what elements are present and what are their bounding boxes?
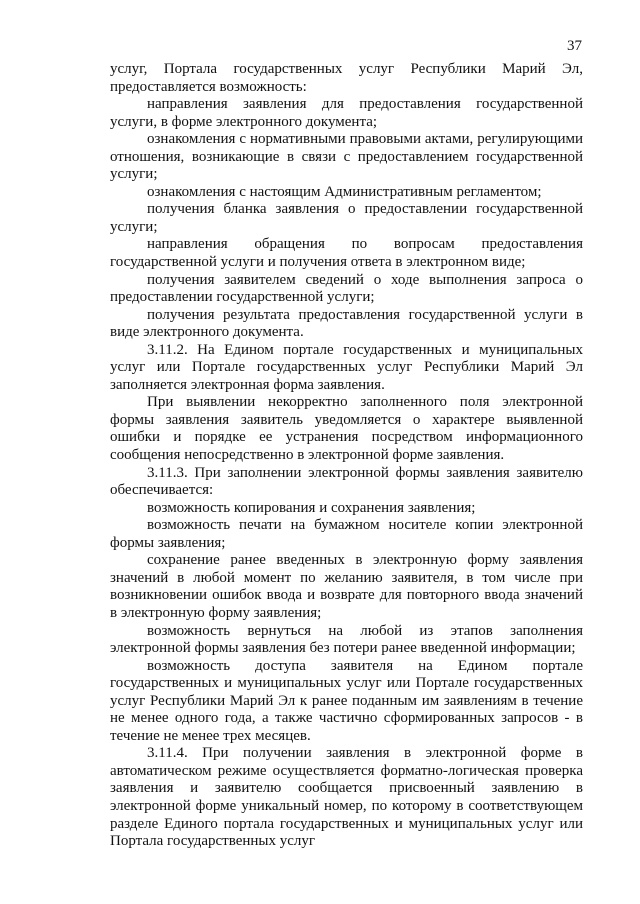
paragraph: направления обращения по вопросам предоставления государственной услуги и получения ответа в электронном виде; [110,236,583,271]
paragraph: возможность вернуться на любой из этапов заполнения электронной формы заявления без потери ранее введенной информации; [110,622,583,657]
paragraph: получения бланка заявления о предоставлении государственной услуги; [110,201,583,235]
paragraph: получения заявителем сведений о ходе выполнения запроса о предоставлении государственной услуги; [110,271,583,306]
paragraph: услуг, Портала государственных услуг Республики Марий Эл, предоставляется возможность: [110,61,583,95]
section-3-11-2: 3.11.2. На Едином портале государственных и муниципальных услуг или Портале государственных услуг Республики Марий Эл заполняется электронная форма заявления. [110,341,583,393]
section-3-11-3: 3.11.3. При заполнении электронной формы заявления заявителю обеспечивается: [110,464,583,499]
paragraph: получения результата предоставления государственной услуги в виде электронного документа. [110,306,583,341]
paragraph: ознакомления с нормативными правовыми актами, регулирующими отношения, возникающие в связи с предоставлением государственной услуги; [110,131,583,183]
paragraph: возможность печати на бумажном носителе копии электронной формы заявления; [110,517,583,551]
paragraph: направления заявления для предоставления государственной услуги, в форме электронного документа; [110,96,583,130]
paragraph: возможность доступа заявителя на Едином портале государственных и муниципальных услуг или Портале государственных услуг Республики Марий Эл к ранее поданным им заявлениям в течение не менее одного года, а также частично сформированных запросов - в течение не менее трех месяцев. [110,657,583,744]
document-body [110,61,583,851]
page-number: 37 [567,38,582,54]
section-3-11-4: 3.11.4. При получении заявления в электронной форме в автоматическом режиме осуществляется форматно-логическая проверка заявления и заявителю сообщается присвоенный заявлению в электронной форме уникальный номер, по которому в соответствующем разделе Единого портала государственных и муниципальных услуг или Портала государственных услуг [110,745,583,850]
paragraph: При выявлении некорректно заполненного поля электронной формы заявления заявитель уведомляется о характере выявленной ошибки и порядке ее устранения посредством информационного сообщения непосредственно в электронной форме заявления. [110,394,583,464]
paragraph: сохранение ранее введенных в электронную форму заявления значений в любой момент по желанию заявителя, в том числе при возникновении ошибок ввода и возврате для повторного ввода значений в электронную форму заявления; [110,552,583,621]
paragraph: возможность копирования и сохранения заявления; [147,499,476,516]
paragraph: ознакомления с настоящим Административным регламентом; [147,183,542,200]
